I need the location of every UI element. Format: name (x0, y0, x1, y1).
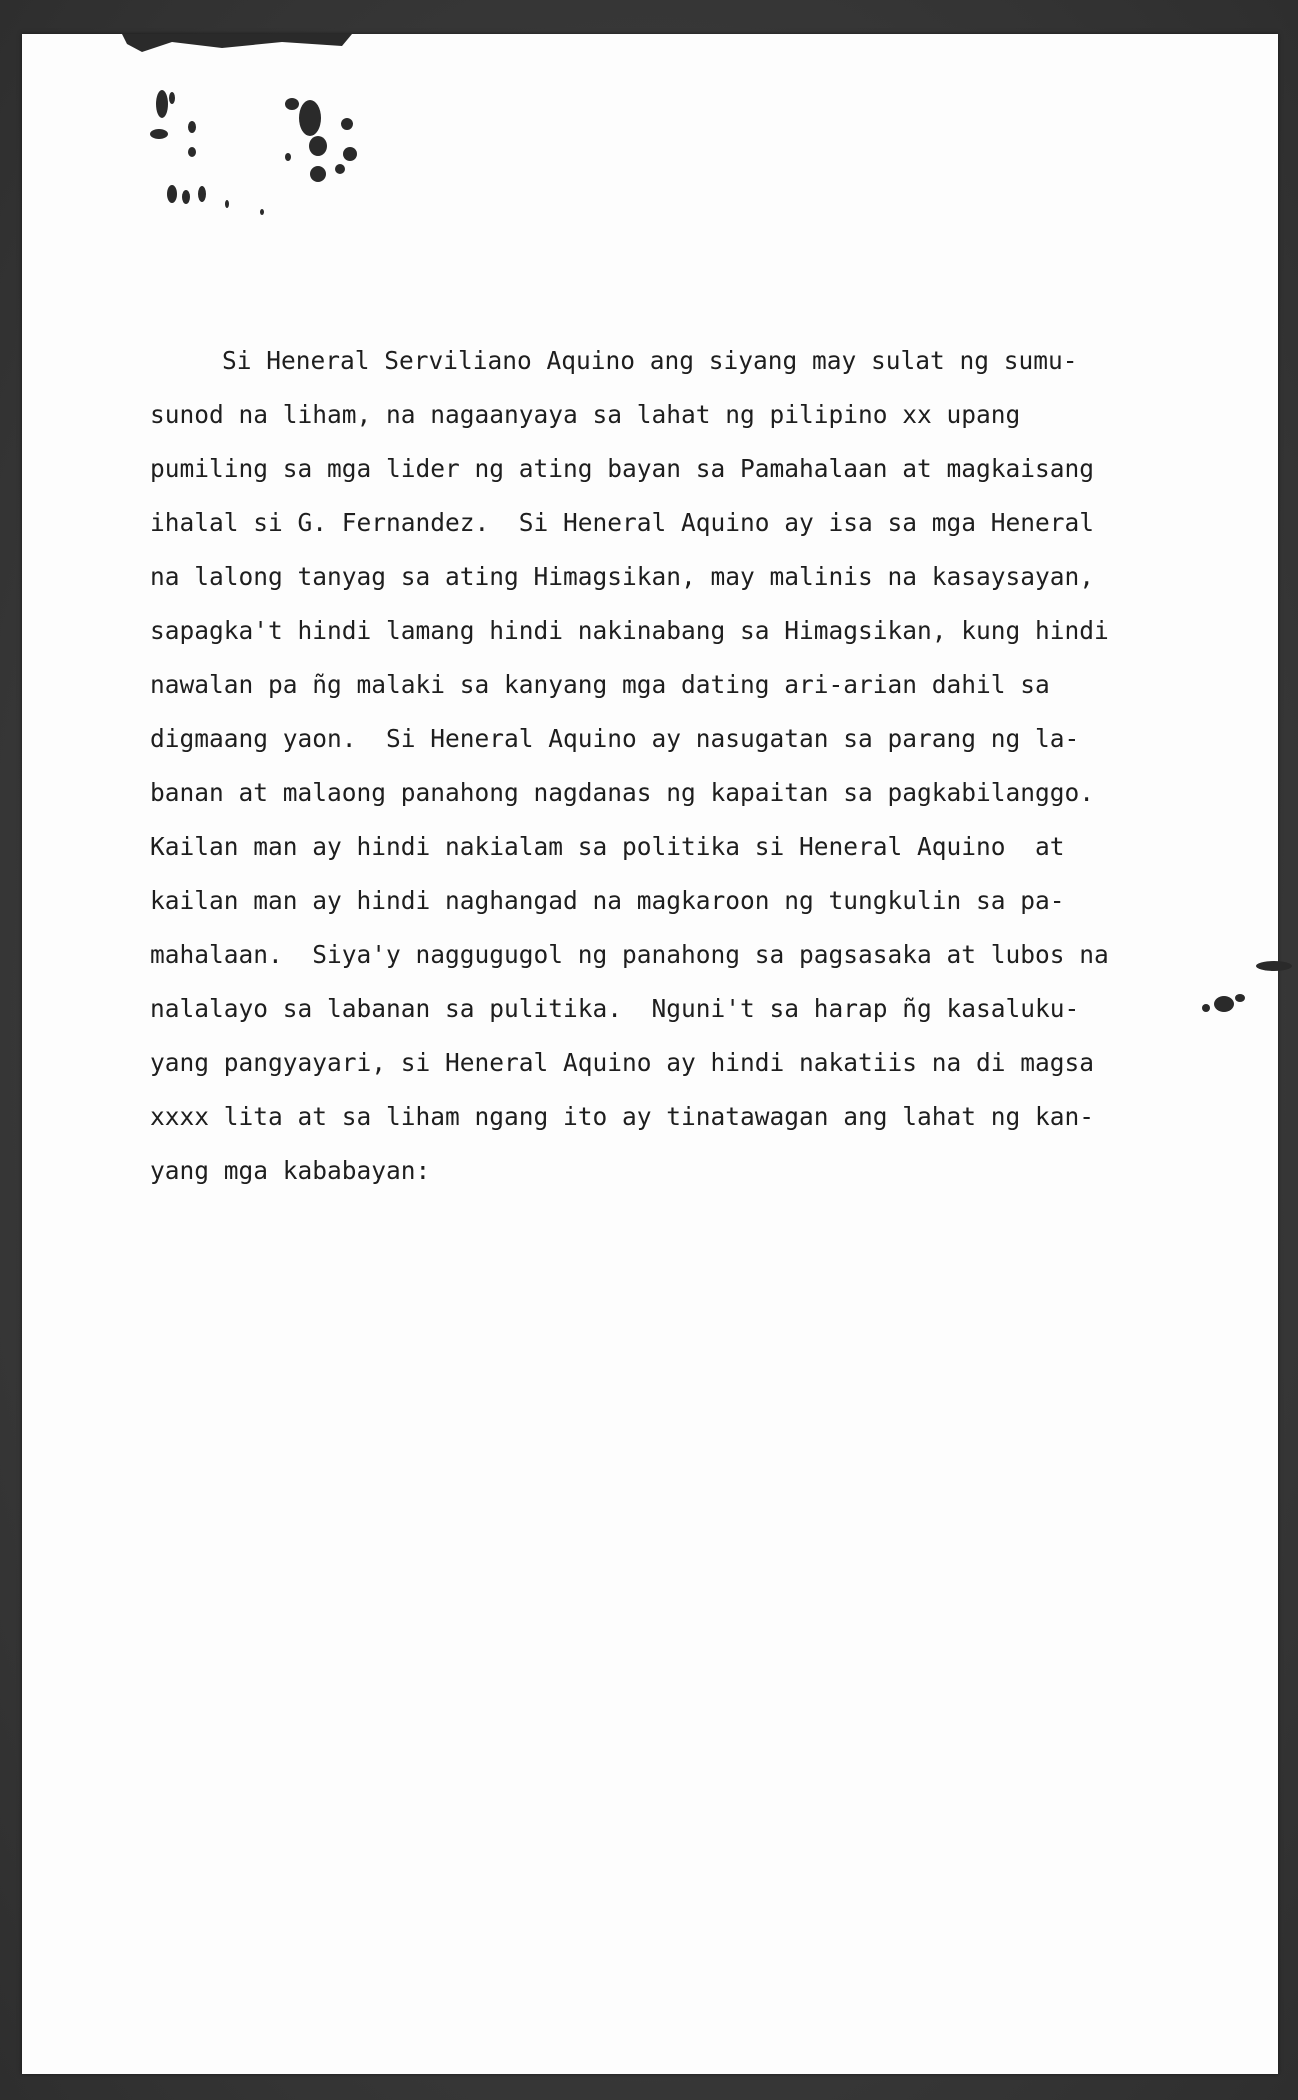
ink-stains (22, 34, 442, 234)
ink-smudges (1198, 914, 1298, 1034)
text-line: xxxx lita at sa liham ngang ito ay tinatawagan ang lahat ng kan- (150, 1102, 1095, 1131)
text-line: mahalaan. Siya'y naggugugol ng panahong sa pagsasaka at lubos na (150, 940, 1109, 969)
text-line: yang mga kababayan: (150, 1156, 431, 1185)
text-line: nalalayo sa labanan sa pulitika. Nguni't sa harap ñg kasaluku- (150, 994, 1080, 1023)
text-line: banan at malaong panahong nagdanas ng kapaitan sa pagkabilanggo. (150, 778, 1095, 807)
text-line: ihalal si G. Fernandez. Si Heneral Aquino ay isa sa mga Heneral (150, 508, 1095, 537)
text-line: nawalan pa ñg malaki sa kanyang mga dating ari-arian dahil sa (150, 670, 1050, 699)
text-line: sunod na liham, na nagaanyaya sa lahat ng pilipino xx upang (150, 400, 1021, 429)
typewritten-page (22, 34, 1278, 2074)
text-line: digmaang yaon. Si Heneral Aquino ay nasugatan sa parang ng la- (150, 724, 1080, 753)
text-line: pumiling sa mga lider ng ating bayan sa Pamahalaan at magkaisang (150, 454, 1095, 483)
letter-introduction (150, 334, 1210, 1198)
text-line: kailan man ay hindi naghangad na magkaroon ng tungkulin sa pa- (150, 886, 1065, 915)
text-line: sapagka't hindi lamang hindi nakinabang sa Himagsikan, kung hindi (150, 616, 1109, 645)
text-line: yang pangyayari, si Heneral Aquino ay hindi nakatiis na di magsa (150, 1048, 1095, 1077)
text-line: na lalong tanyag sa ating Himagsikan, may malinis na kasaysayan, (150, 562, 1095, 591)
text-line: Kailan man ay hindi nakialam sa politika si Heneral Aquino at (150, 832, 1065, 861)
text-line: Si Heneral Serviliano Aquino ang siyang may sulat ng sumu- (222, 346, 1078, 375)
